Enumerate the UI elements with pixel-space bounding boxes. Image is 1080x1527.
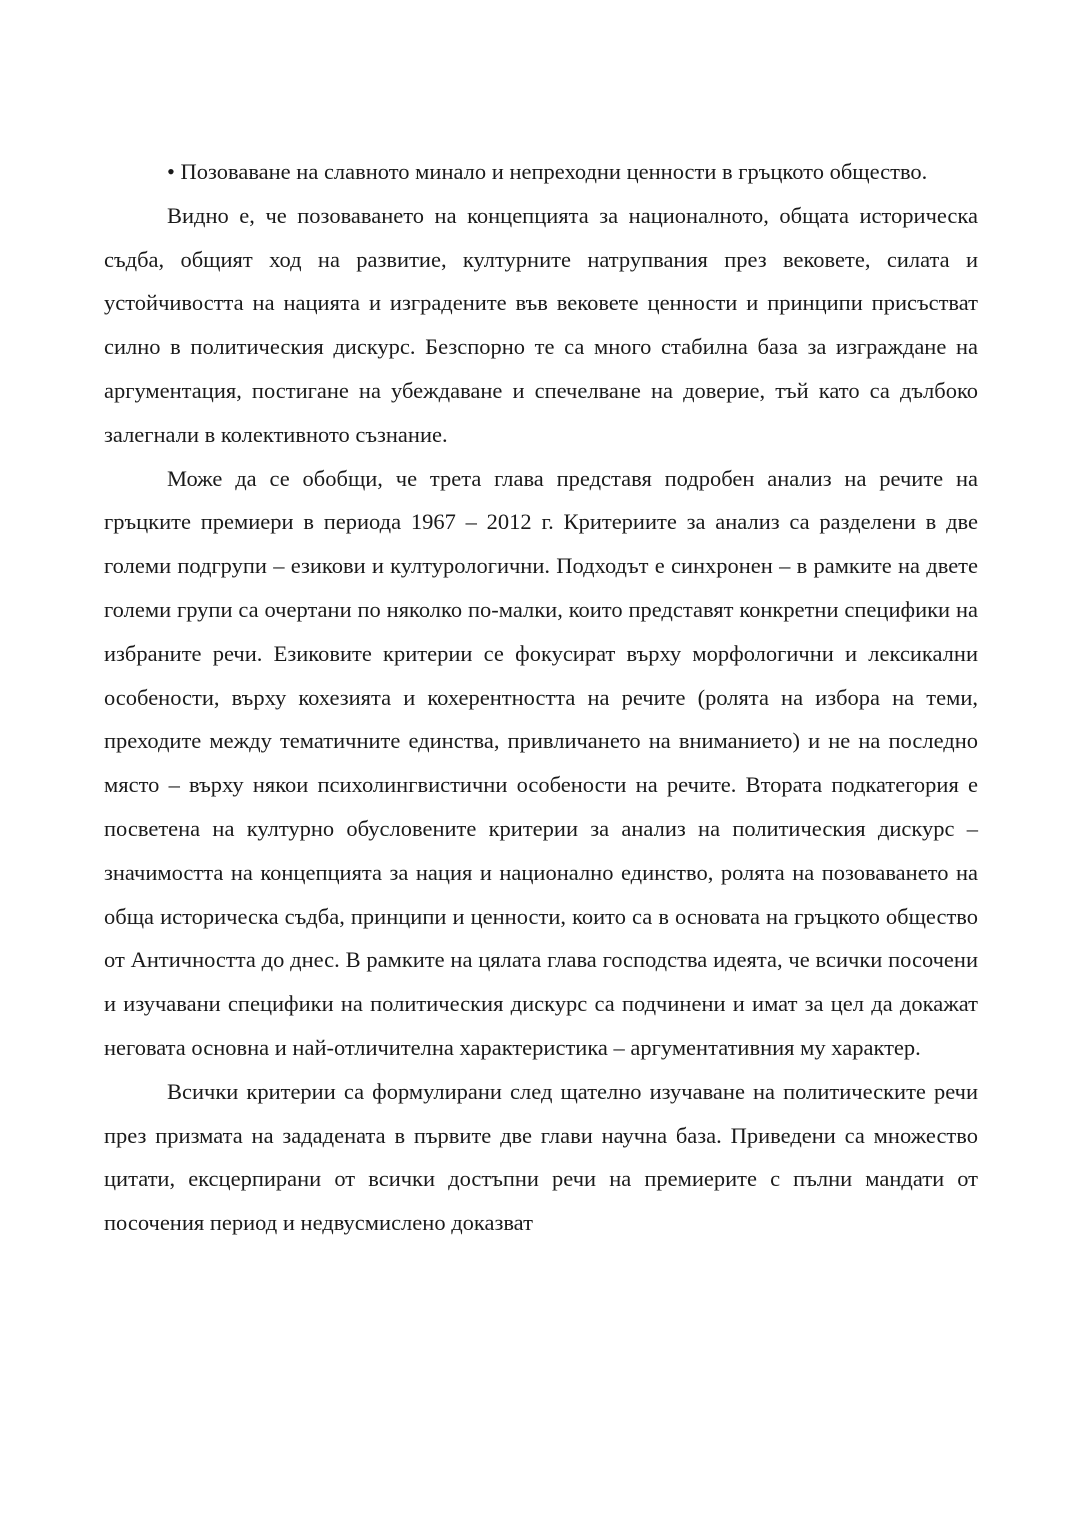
- paragraph: Всички критерии са формулирани след щателно изучаване на политическите речи през призмата на зададената в първите две глави научна база. Приведени са множество цитати, ексцерпирани от всички достъпни речи на премиерите с пълни мандати от посочения период и недвусмислено доказват: [104, 1078, 978, 1236]
- paragraph: Може да се обобщи, че трета глава представя подробен анализ на речите на гръцките премиери в периода 1967 – 2012 г. Критериите за анализ са разделени в две големи подгрупи – езикови и културологични. Подходът е синхронен – в рамките на двете големи групи са очертани по няколко по-малки, които представят конкретни специфики на избраните речи. Езиковите критерии се фокусират върху морфологични и лексикални особености, върху кохезията и кохерентността на речите (ролята на избора на теми, преходите между тематичните единства, привличането на вниманието) и не на последно място – върху някои психолингвистични особености на речите. Втората подкатегория е посветена на културно обусловените критерии за анализ на политическия дискурс – значимостта на концепцията за нация и национално единство, ролята на позоваването на обща историческа съдба, принципи и ценности, които са в основата на гръцкото общество от Античността до днес. В рамките на цялата глава господства идеята, че всички посочени и изучавани специфики на политическия дискурс са подчинени и имат за цел да докажат неговата основна и най-отличителна характеристика – аргументативния му характер.: [104, 465, 978, 1060]
- paragraph: Видно е, че позоваването на концепцията за националното, общата историческа съдба, общият ход на развитие, културните натрупвания през вековете, силата и устойчивостта на нацията и изградените във вековете ценности и принципи присъстват силно в политическия дискурс. Безспорно те са много стабилна база за изграждане на аргументация, постигане на убеждаване и спечелване на доверие, тъй като са дълбоко залегнали в колективното съзнание.: [104, 202, 978, 447]
- paragraph-bullet-item: • Позоваване на славното минало и непреходни ценности в гръцкото общество.: [167, 159, 928, 184]
- body-text: [104, 150, 978, 1245]
